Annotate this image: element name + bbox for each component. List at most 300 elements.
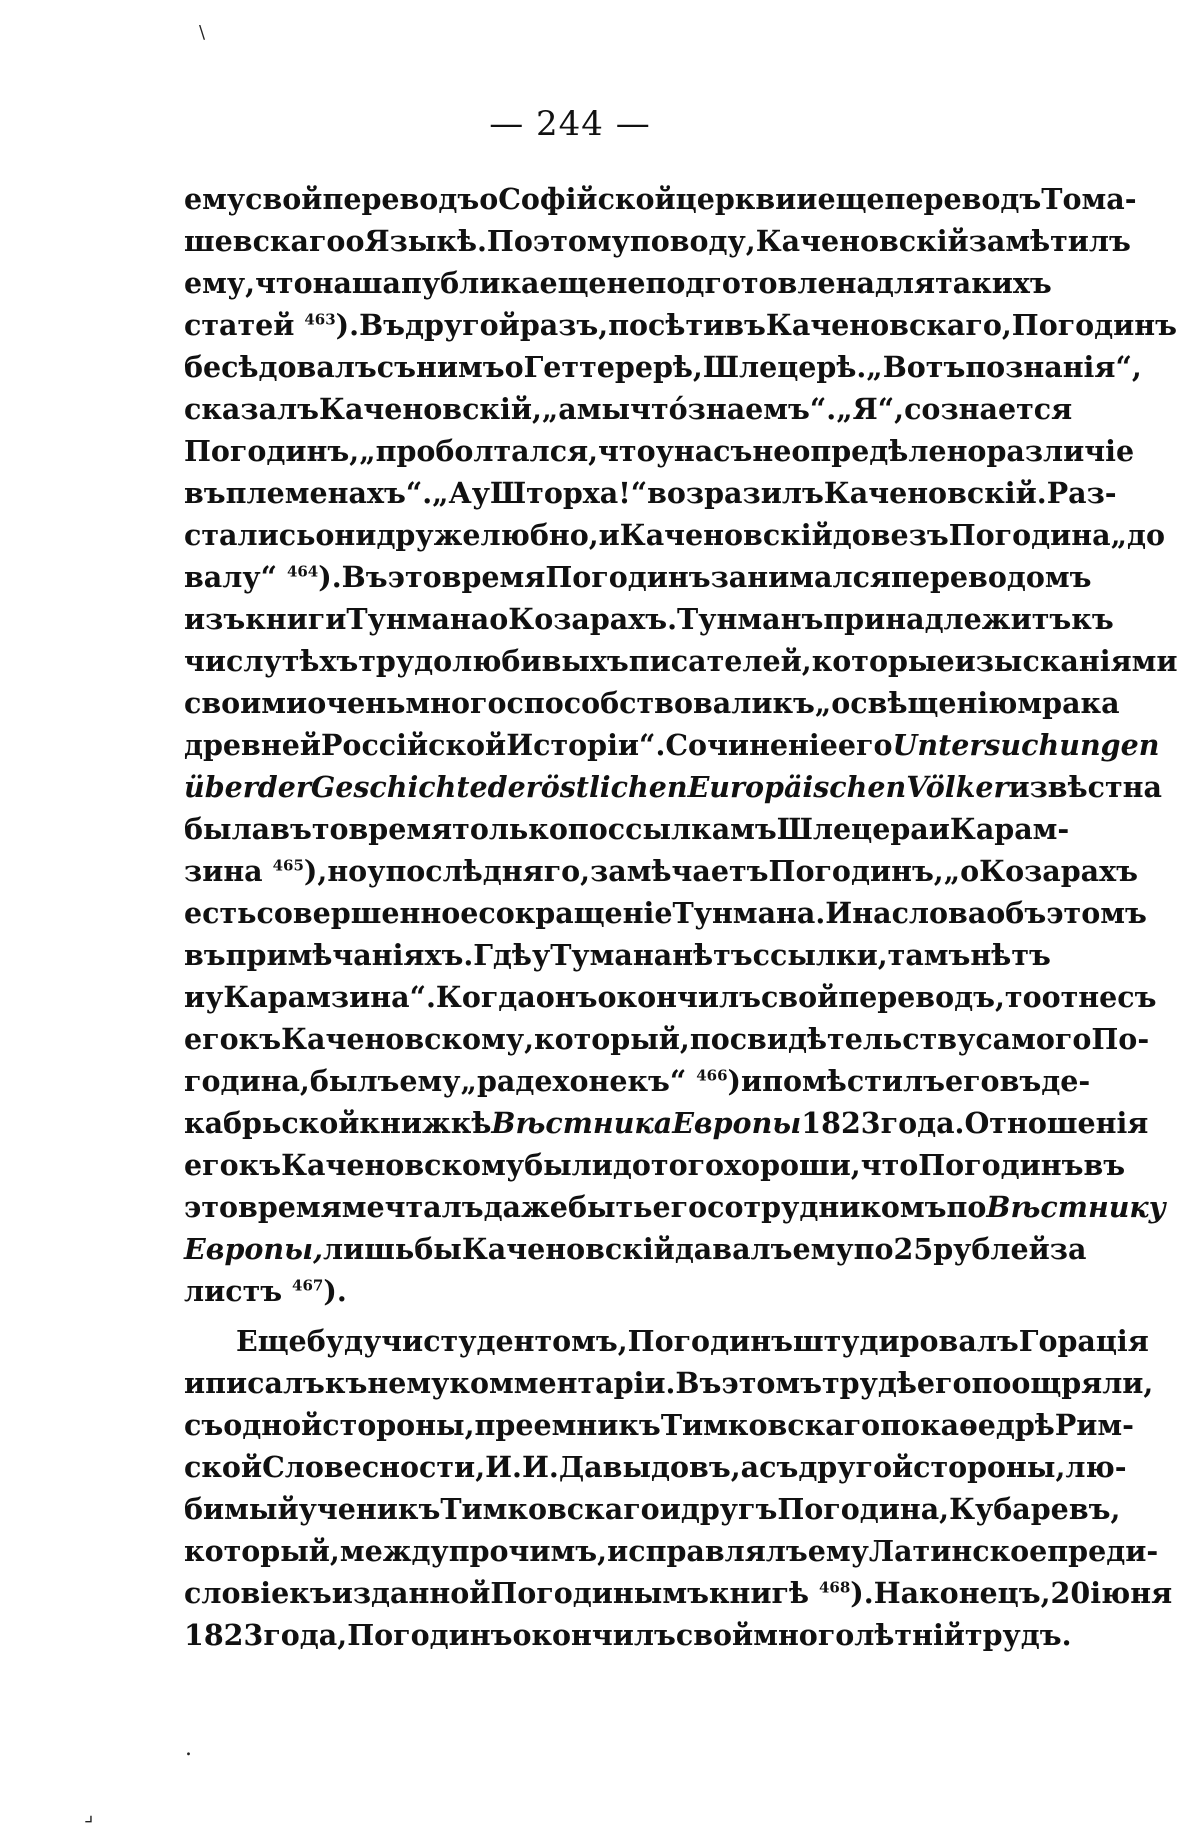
word: мы — [576, 392, 631, 426]
word: того — [650, 1148, 725, 1182]
word: и — [741, 1064, 763, 1098]
word: година, — [184, 1064, 310, 1098]
text-line — [184, 262, 1052, 304]
word: Погодина, — [777, 1492, 950, 1526]
word: къ — [772, 686, 815, 720]
text-line — [184, 682, 1120, 724]
word: съ — [184, 1408, 224, 1442]
word: къ — [324, 1366, 368, 1400]
word: опредѣлено — [791, 434, 987, 468]
word: совершенное — [256, 896, 479, 930]
text-line — [184, 472, 1117, 514]
word: они — [315, 518, 377, 552]
word: статей $^{463}$). — [184, 308, 360, 342]
word: И — [825, 896, 853, 930]
word: время — [441, 560, 546, 594]
word: переводомъ — [891, 560, 1092, 594]
word: Каченовскій. — [823, 476, 1047, 510]
text-line — [184, 808, 1070, 850]
word: сокращеніе — [478, 896, 673, 930]
word: о — [489, 602, 509, 636]
word: Каченовскому, — [281, 1022, 534, 1056]
word: хороши, — [724, 1148, 861, 1182]
word: свидѣтельству — [729, 1022, 976, 1056]
word: года. — [880, 1106, 965, 1140]
word: лишь — [323, 1232, 415, 1266]
word: сказалъ — [184, 392, 320, 426]
word: года, — [263, 1618, 348, 1652]
word: только — [452, 812, 568, 846]
footnote-ref: 465 — [272, 856, 304, 875]
word: по — [853, 1232, 894, 1266]
word: стороны, — [913, 1450, 1066, 1484]
word: И. — [521, 1450, 559, 1484]
word: своими — [184, 686, 308, 720]
word: книги — [245, 602, 347, 636]
word: преемникъ — [474, 1408, 661, 1442]
word: будучи — [306, 1324, 424, 1358]
word: Европы, — [184, 1232, 324, 1266]
word: замѣтилъ — [968, 224, 1131, 258]
word: трудолюбивыхъ — [358, 644, 629, 678]
word: „а — [541, 392, 577, 426]
word: и — [659, 1492, 681, 1526]
word: одной — [223, 1408, 323, 1442]
word: Карам- — [949, 812, 1070, 846]
word: ссылкамъ — [607, 812, 777, 846]
word: штудировалъ — [792, 1324, 1019, 1358]
word: писалъ — [205, 1366, 325, 1400]
word: Тумана — [550, 938, 673, 972]
word: der — [257, 770, 311, 804]
word: и — [598, 518, 620, 552]
word: книжкѣ — [359, 1106, 492, 1140]
text-line — [184, 1320, 1149, 1362]
word: бы — [414, 1232, 462, 1266]
word: то — [1004, 980, 1042, 1014]
word: Давыдовъ, — [558, 1450, 741, 1484]
word: различіе — [986, 434, 1135, 468]
word: къ — [238, 1148, 282, 1182]
word: Кубаревъ, — [949, 1492, 1121, 1526]
text-line — [184, 976, 1157, 1018]
word: мечталъ — [341, 1190, 484, 1224]
word: самого — [975, 1022, 1092, 1056]
text-line — [184, 304, 1178, 346]
word: Европы — [672, 1106, 802, 1140]
word: östlichen — [540, 770, 688, 804]
text-line — [184, 1362, 1154, 1404]
word: его — [837, 728, 893, 762]
word: ему — [399, 1064, 461, 1098]
word: его — [184, 1148, 239, 1182]
word: „Я“, — [836, 392, 905, 426]
word: трудъ. — [964, 1618, 1072, 1652]
word: другой — [798, 1450, 914, 1484]
word: не — [752, 434, 792, 468]
word: числу — [184, 644, 282, 678]
word: ему — [184, 182, 246, 216]
word: до — [612, 1148, 651, 1182]
word: нѣтъ — [970, 938, 1051, 972]
text-line — [184, 514, 1166, 556]
word: По — [486, 224, 533, 258]
word: Тома- — [1041, 182, 1137, 216]
footnote-ref: 467 — [292, 1276, 324, 1295]
word: шевскаго — [184, 224, 346, 258]
word: а — [740, 1450, 760, 1484]
word: по — [689, 1022, 730, 1056]
word: Карамзина“. — [223, 980, 436, 1014]
word: послѣдняго, — [385, 854, 591, 888]
word: Словесности, — [262, 1450, 486, 1484]
word: Каченовскій — [755, 224, 969, 258]
word: Каченовскій, — [319, 392, 542, 426]
word: Горація — [1018, 1324, 1149, 1358]
word: Въ — [359, 308, 406, 342]
word: въ — [270, 812, 312, 846]
word: зина $^{465}$), — [184, 854, 328, 888]
word: Каченовскій — [619, 518, 833, 552]
word: этомъ — [1046, 896, 1147, 930]
word: „проболтался, — [359, 434, 599, 468]
word: іюня — [1090, 1576, 1173, 1610]
text-line — [184, 934, 1051, 976]
word: дружелюбно, — [376, 518, 599, 552]
word: стороны, — [322, 1408, 475, 1442]
scan-mark-corner: ⌟ — [84, 1802, 94, 1826]
word: окончилъ — [512, 1618, 676, 1652]
word: 1823 — [801, 1106, 881, 1140]
word: была — [184, 812, 271, 846]
footnote-ref: 464 — [286, 562, 319, 581]
word: Völker — [906, 770, 1009, 804]
word: у — [205, 980, 224, 1014]
word: церкви — [675, 182, 797, 216]
word: Погодинъ, — [768, 854, 944, 888]
text-line — [184, 892, 1147, 934]
word: Вѣстнику — [986, 1190, 1166, 1224]
word: 20 — [1050, 1576, 1091, 1610]
text-line — [184, 598, 1114, 640]
word: даже — [483, 1190, 568, 1224]
word: и — [796, 182, 818, 216]
word: Untersuchungen — [892, 728, 1160, 762]
word: Europäischen — [687, 770, 907, 804]
scan-mark-dot: . — [185, 1736, 192, 1761]
text-line — [184, 850, 1138, 892]
word: разъ, — [519, 308, 609, 342]
word: Шлецера — [776, 812, 929, 846]
word: этомъ — [721, 1366, 823, 1400]
word: къ — [1071, 602, 1114, 636]
word: знаемъ“. — [687, 392, 837, 426]
word: Въ — [341, 560, 388, 594]
word: другой — [405, 308, 520, 342]
word: словіе — [184, 1576, 290, 1610]
word: нѣтъ — [672, 938, 753, 972]
word: Погодинъ — [627, 1324, 793, 1358]
word: сотрудникомъ — [707, 1190, 947, 1224]
footnote-ref: 468 — [818, 1578, 851, 1597]
word: что́ — [630, 392, 688, 426]
word: стались — [184, 518, 316, 552]
word: и — [928, 812, 950, 846]
word: Тунманъ — [677, 602, 824, 636]
word: бесѣдовалъ — [184, 350, 377, 384]
word: наша — [312, 266, 402, 300]
word: книгѣ $^{468}$). — [708, 1576, 874, 1610]
word: время — [238, 1190, 342, 1224]
word: изысканіями — [954, 644, 1178, 678]
word: каѳедрѣ — [920, 1408, 1055, 1442]
text-line — [184, 1018, 1150, 1060]
word: писателей, — [628, 644, 812, 678]
text-line — [184, 1614, 1072, 1656]
word: съ — [759, 1450, 799, 1484]
word: такихъ — [935, 266, 1052, 300]
word: отнесъ — [1041, 980, 1157, 1014]
word: посѣтивъ — [608, 308, 766, 342]
paragraph — [184, 178, 1178, 1312]
word: замѣчаетъ — [590, 854, 769, 888]
word: ему, — [184, 266, 256, 300]
word: окончилъ — [597, 980, 761, 1014]
word: Каченовскій — [461, 1232, 675, 1266]
word: переводъ, — [838, 980, 1005, 1014]
word: нимъ — [415, 350, 505, 384]
word: Погодинъ — [918, 1148, 1084, 1182]
word: Погодинъ, — [184, 434, 360, 468]
word: прочимъ, — [448, 1534, 608, 1568]
word: много — [405, 686, 507, 720]
word: у — [471, 476, 491, 510]
word: къ — [289, 1576, 332, 1610]
word: комментаріи. — [449, 1366, 676, 1400]
text-line — [184, 430, 1135, 472]
word: Шлецерѣ. — [702, 350, 867, 384]
word: по — [880, 1408, 921, 1442]
text-line — [184, 766, 1162, 808]
word: изъ — [184, 602, 246, 636]
word: По- — [1091, 1022, 1150, 1056]
word: Софійской — [498, 182, 676, 216]
word: это — [184, 1190, 239, 1224]
word: подготовлена — [645, 266, 875, 300]
word: очень — [307, 686, 406, 720]
word: 25 — [893, 1232, 934, 1266]
word: древней — [184, 728, 321, 762]
word: Тимковскаго — [660, 1408, 881, 1442]
word: его — [916, 1366, 972, 1400]
word: у — [531, 938, 551, 972]
word: еще — [817, 182, 885, 216]
word: Языкѣ. — [364, 224, 487, 258]
word: что — [255, 266, 313, 300]
text-line — [184, 220, 1131, 262]
text-line — [184, 1060, 1091, 1102]
word: его — [944, 1064, 1000, 1098]
word: über — [184, 770, 258, 804]
text-line — [184, 1488, 1121, 1530]
word: валу“ $^{464}$). — [184, 560, 342, 594]
text-line — [184, 640, 1178, 682]
word: не — [606, 266, 646, 300]
word: Козарахъ — [979, 854, 1138, 888]
word: былъ — [309, 1064, 400, 1098]
word: его — [652, 1190, 708, 1224]
word: изданной — [331, 1576, 491, 1610]
word: на — [852, 896, 892, 930]
word: Сочиненіе — [665, 728, 838, 762]
word: есть — [184, 896, 257, 930]
word: „освѣщенію — [814, 686, 1018, 720]
word: Отношенія — [964, 1106, 1149, 1140]
word: листъ $^{467}$). — [184, 1274, 347, 1308]
body-text — [184, 178, 1178, 1656]
word: съ — [376, 350, 416, 384]
word: публика — [401, 266, 540, 300]
word: который, — [184, 1534, 340, 1568]
word: кабрьской — [184, 1106, 360, 1140]
word: Тунмана — [346, 602, 490, 636]
word: еще — [539, 266, 607, 300]
word: И. — [485, 1450, 522, 1484]
word: Шторха!“ — [490, 476, 648, 510]
word: быть — [567, 1190, 653, 1224]
text-line — [184, 1572, 1173, 1614]
word: Погодинъ — [545, 560, 711, 594]
footnote-ref: 463 — [304, 310, 336, 329]
word: Рим- — [1054, 1408, 1134, 1442]
word: Тимковскаго — [440, 1492, 660, 1526]
word: въ — [999, 1064, 1042, 1098]
word: о — [345, 224, 365, 258]
word: это — [387, 560, 442, 594]
word: что — [860, 1148, 919, 1182]
word: принадлежитъ — [823, 602, 1072, 636]
word: „радехонекъ“ $^{466}$) — [460, 1064, 742, 1098]
word: поощряли, — [971, 1366, 1154, 1400]
word: но — [327, 854, 368, 888]
word: другъ — [680, 1492, 778, 1526]
paragraph-gap — [184, 1312, 1046, 1320]
word: Еще — [236, 1324, 307, 1358]
page-number: — 244 — — [489, 104, 651, 144]
word: Когда — [435, 980, 536, 1014]
word: Geschichte — [310, 770, 488, 804]
word: по — [946, 1190, 987, 1224]
word: и — [184, 980, 206, 1014]
word: Тунмана. — [672, 896, 826, 930]
word: де- — [1041, 1064, 1091, 1098]
word: довезъ — [832, 518, 949, 552]
paragraph — [184, 1320, 1173, 1656]
word: возразилъ — [647, 476, 824, 510]
word: Раз- — [1046, 476, 1117, 510]
word: этому — [532, 224, 630, 258]
word: свой — [245, 182, 323, 216]
text-line — [184, 1102, 1149, 1144]
word: лю- — [1065, 1450, 1127, 1484]
word: трудѣ — [822, 1366, 917, 1400]
word: что — [598, 434, 656, 468]
word: въ — [184, 938, 226, 972]
text-line — [184, 1404, 1134, 1446]
word: онъ — [535, 980, 598, 1014]
word: были — [524, 1148, 613, 1182]
word: для — [874, 266, 936, 300]
word: Погодинымъ — [490, 1576, 709, 1610]
word: ему — [807, 1534, 869, 1568]
footnote-ref: 466 — [696, 1066, 728, 1085]
word: рублей — [933, 1232, 1050, 1266]
word: ссылки, — [752, 938, 888, 972]
word: то — [311, 812, 349, 846]
text-line — [184, 556, 1092, 598]
word: время — [348, 812, 453, 846]
word: исправлялъ — [607, 1534, 808, 1568]
word: Въ — [675, 1366, 722, 1400]
word: Козарахъ. — [508, 602, 678, 636]
word: тамъ — [887, 938, 971, 972]
word: мрака — [1017, 686, 1120, 720]
word: который, — [534, 1022, 690, 1056]
word: по — [567, 812, 608, 846]
word: способствовали — [506, 686, 773, 720]
word: насъ — [673, 434, 753, 468]
word: которые — [811, 644, 955, 678]
word: поводу, — [629, 224, 756, 258]
text-line — [184, 388, 1073, 430]
word: студентомъ, — [423, 1324, 628, 1358]
word: переводъ — [322, 182, 480, 216]
word: Каченовскаго, — [765, 308, 1012, 342]
word: къ — [238, 1022, 282, 1056]
word: въ — [184, 476, 226, 510]
word: слова — [891, 896, 987, 930]
word: за — [1049, 1232, 1087, 1266]
word: многолѣтній — [753, 1618, 965, 1652]
word: объ — [986, 896, 1047, 930]
word: занимался — [710, 560, 891, 594]
word: „А — [432, 476, 472, 510]
word: ему — [792, 1232, 854, 1266]
word: Россійской — [321, 728, 507, 762]
word: свой — [675, 1618, 754, 1652]
word: между — [339, 1534, 449, 1568]
word: нему — [367, 1366, 450, 1400]
text-line — [184, 346, 1142, 388]
text-line — [184, 1144, 1126, 1186]
word: Исторіи“. — [506, 728, 666, 762]
text-line — [184, 1446, 1127, 1488]
word: познанія“, — [965, 350, 1142, 384]
word: сознается — [904, 392, 1073, 426]
word: „Вотъ — [866, 350, 966, 384]
word: ученикъ — [298, 1492, 441, 1526]
word: Погодинъ — [347, 1618, 513, 1652]
word: племенахъ“. — [225, 476, 433, 510]
text-line — [184, 724, 1160, 766]
word: о — [504, 350, 524, 384]
word: „о — [943, 854, 980, 888]
word: примѣчаніяхъ. — [225, 938, 474, 972]
word: преди- — [1047, 1534, 1159, 1568]
word: Погодинъ — [1011, 308, 1178, 342]
word: его — [184, 1022, 239, 1056]
text-line — [184, 178, 1137, 220]
